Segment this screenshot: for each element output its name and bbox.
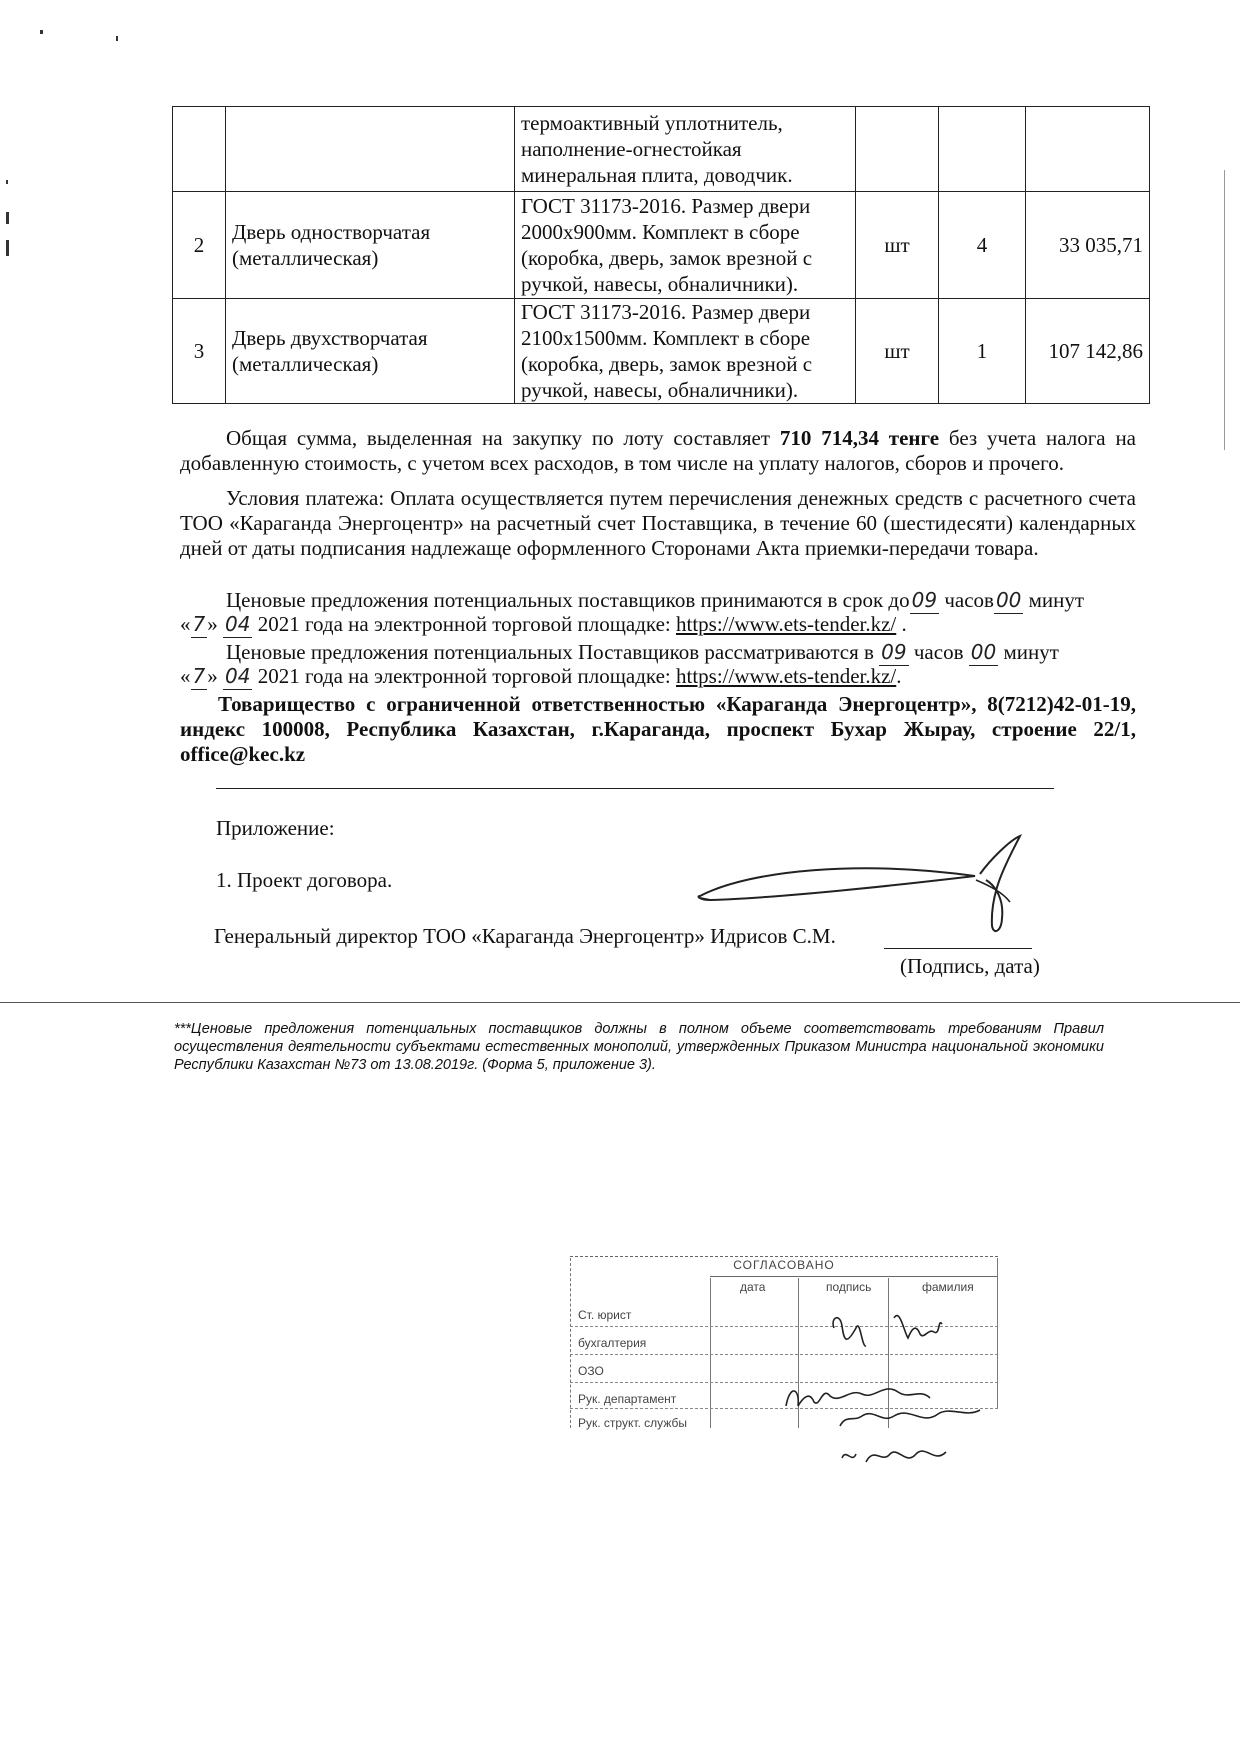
review-month: 04: [224, 664, 251, 688]
acceptance-minutes: 00: [995, 588, 1022, 612]
table-row: [173, 192, 1150, 299]
review-line-1: [226, 640, 1059, 666]
stamp-divider: [570, 1258, 571, 1428]
acceptance-text: Ценовые предложения потенциальных поставщиков принимаются в срок до: [226, 588, 910, 612]
acceptance-minutes-label: минут: [1023, 588, 1085, 612]
total-paragraph: [180, 426, 1136, 476]
item-name: Дверь двухстворчатая (металлическая): [226, 299, 515, 404]
stamp-row-label: ОЗО: [578, 1364, 604, 1378]
stamp-top-border: [570, 1256, 998, 1257]
review-text: Ценовые предложения потенциальных Поставщиков рассматриваются в: [226, 640, 880, 664]
company-details: Товарищество с ограниченной ответственностью «Караганда Энергоцентр», 8(7212)42-01-19, индекс 100008, Республика Казахстан, г.Караганда, проспект Бухар Жырау, строение 22/1, office@kec.kz: [180, 692, 1136, 766]
scan-speck: [40, 30, 43, 34]
stamp-row-label: бухгалтерия: [578, 1336, 647, 1350]
acceptance-line-2: [180, 612, 907, 638]
item-price: 33 035,71: [1026, 192, 1150, 299]
quote-open: «: [180, 612, 191, 636]
row-number: 3: [173, 299, 226, 404]
separator-line: [216, 788, 1054, 789]
approval-stamp: [570, 1258, 998, 1478]
table-row: [173, 299, 1150, 404]
acceptance-hours-label: часов: [939, 588, 994, 612]
stamp-divider: [710, 1278, 711, 1428]
stamp-row-label: Ст. юрист: [578, 1308, 632, 1322]
stamp-title-rule: [710, 1276, 998, 1277]
item-spec: термоактивный уплотнитель, наполнение-огнестойкая минеральная плита, доводчик.: [515, 107, 856, 192]
acceptance-url-link[interactable]: https://www.ets-tender.kz/: [675, 612, 897, 636]
signature-caption: (Подпись, дата): [900, 954, 1040, 978]
scan-speck: [0, 1002, 1240, 1003]
acceptance-hours: 09: [911, 588, 938, 612]
item-spec: ГОСТ 31173-2016. Размер двери 2000х900мм. Комплект в сборе (коробка, дверь, замок врезной с ручкой, навесы, обналичники).: [515, 192, 856, 299]
review-hours: 09: [881, 640, 907, 664]
appendix-item: 1. Проект договора.: [216, 868, 393, 892]
review-url-link[interactable]: https://www.ets-tender.kz/: [675, 664, 897, 688]
stamp-col-surname: фамилия: [922, 1280, 974, 1294]
signature-underline: [884, 948, 1032, 949]
scan-speck: [6, 212, 9, 224]
scan-speck: [1224, 170, 1225, 450]
stamp-handwriting: [770, 1288, 998, 1478]
review-minutes-label: минут: [998, 640, 1059, 664]
item-name: Дверь одностворчатая (металлическая): [226, 192, 515, 299]
appendix-title: Приложение:: [216, 816, 335, 840]
total-amount: 710 714,34: [779, 426, 879, 450]
acceptance-end: .: [896, 612, 907, 636]
item-name: [226, 107, 515, 192]
stamp-title: СОГЛАСОВАНО: [733, 1258, 835, 1272]
review-day: 7: [192, 664, 206, 688]
item-qty: 1: [939, 299, 1026, 404]
quote-close: »: [207, 612, 218, 636]
item-qty: [939, 107, 1026, 192]
total-after: без учета налога на добавленную стоимость, с учетом всех расходов, в том числе на уплату налогов, сборов и прочего.: [180, 426, 1136, 475]
scan-speck: [116, 36, 118, 41]
quote-close: »: [207, 664, 218, 688]
review-minutes: 00: [970, 640, 997, 664]
payment-terms: Условия платежа: Оплата осуществляется путем перечисления денежных средств с расчетного счета ТОО «Караганда Энергоцентр» на расчетный счет Поставщика, в течение 60 (шестидесяти) календарных дней от даты подписания надлежаще оформленного Сторонами Акта приемки-передачи товара.: [180, 486, 1136, 560]
footnote: ***Ценовые предложения потенциальных поставщиков должны в полном объеме соответствовать требованиям Правил осуществления деятельности субъектами естественных монополий, утвержденных Приказом Министра национальной экономики Республики Казахстан №73 от 13.08.2019г. (Форма 5, приложение 3).: [174, 1021, 1104, 1073]
scan-speck: [6, 240, 9, 256]
total-before: Общая сумма, выделенная на закупку по лоту составляет: [226, 426, 780, 450]
item-unit: шт: [856, 192, 939, 299]
item-price: [1026, 107, 1150, 192]
quote-open: «: [180, 664, 191, 688]
stamp-col-date: дата: [740, 1280, 766, 1294]
item-qty: 4: [939, 192, 1026, 299]
acceptance-line-1: [226, 588, 1084, 614]
review-end: .: [896, 664, 902, 688]
acceptance-day: 7: [192, 612, 206, 636]
items-table: [172, 106, 1150, 404]
table-row: [173, 107, 1150, 192]
stamp-row-label: Рук. структ. службы: [578, 1416, 687, 1430]
signature-drawing: [690, 830, 1050, 940]
review-hours-label: часов: [908, 640, 969, 664]
review-year-text: 2021 года на электронной торговой площадке:: [252, 664, 676, 688]
total-currency: тенге: [878, 426, 940, 450]
item-price: 107 142,86: [1026, 299, 1150, 404]
row-number: 2: [173, 192, 226, 299]
review-line-2: [180, 664, 902, 690]
item-unit: шт: [856, 299, 939, 404]
item-unit: [856, 107, 939, 192]
scan-speck: [6, 180, 8, 184]
item-spec: ГОСТ 31173-2016. Размер двери 2100х1500мм. Комплект в сборе (коробка, дверь, замок врезной с ручкой, навесы, обналичники).: [515, 299, 856, 404]
acceptance-year-text: 2021 года на электронной торговой площадке:: [252, 612, 676, 636]
acceptance-month: 04: [224, 612, 251, 636]
stamp-row-label: Рук. департамент: [578, 1392, 677, 1406]
signer-name: Генеральный директор ТОО «Караганда Энергоцентр» Идрисов С.М.: [214, 924, 836, 948]
stamp-col-signature: подпись: [826, 1280, 872, 1294]
row-number: [173, 107, 226, 192]
